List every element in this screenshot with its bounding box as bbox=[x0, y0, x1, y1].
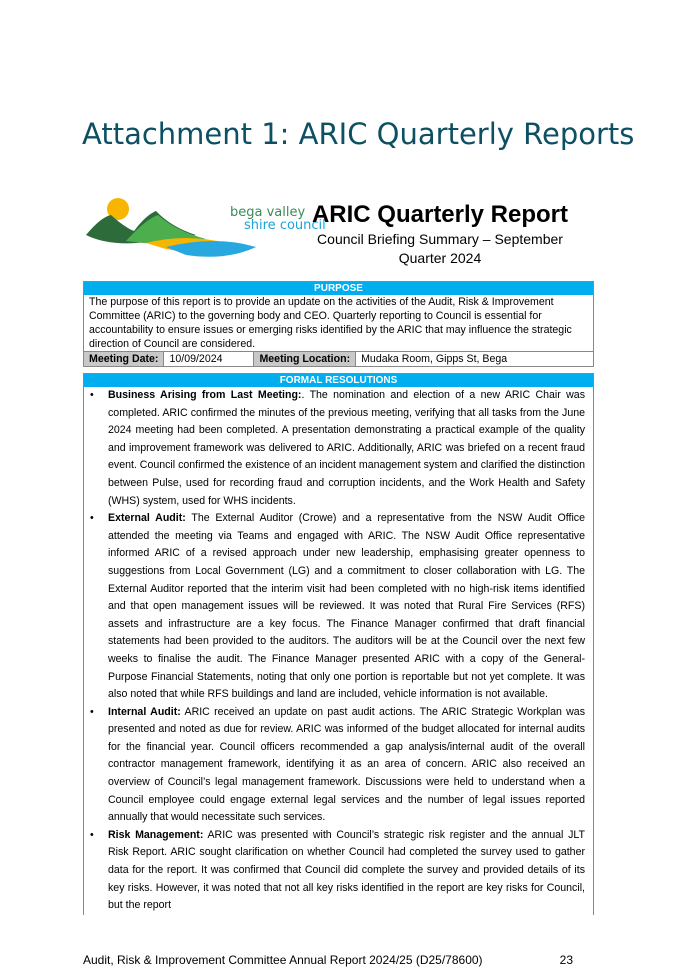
logo-text-line1: bega valley bbox=[230, 205, 306, 220]
item-title: Risk Management: bbox=[108, 828, 204, 841]
purpose-text: The purpose of this report is to provide an update on the activities of the Audit, Risk & Improvement Committee (ARIC) to the governing body and CEO. Quarterly reporting to Council is essential for accountability to ensure issues or emerging risks identified by the ARIC that may influence the strategic direction of Council are considered. bbox=[84, 295, 593, 352]
meeting-date-label: Meeting Date: bbox=[84, 352, 164, 366]
logo-text-line2: shire council bbox=[244, 218, 326, 233]
formal-resolutions-section bbox=[83, 373, 594, 915]
bullet-icon: • bbox=[90, 828, 94, 841]
meeting-location-label: Meeting Location: bbox=[254, 352, 356, 366]
purpose-section bbox=[83, 281, 594, 367]
formal-resolutions-header: FORMAL RESOLUTIONS bbox=[84, 374, 593, 387]
main-flow bbox=[83, 373, 594, 968]
meeting-details bbox=[84, 352, 593, 366]
item-text: ARIC received an update on past audit actions. The ARIC Strategic Workplan was presented and noted as due for review. ARIC was informed of the budget allocated for internal audits for the financial year. Council officers recommended a gap analysis/internal audit of the overall contractor management framework, identifying it as an area of concern. ARIC also received an overview of Council’s legal management framework. Discussions were held to understand when a Council employee could engage external legal services and the number of legal issues reported annually that would necessitate such services. bbox=[108, 705, 586, 824]
purpose-header: PURPOSE bbox=[84, 282, 593, 295]
list-item bbox=[84, 827, 585, 915]
bullet-icon: • bbox=[90, 389, 94, 401]
item-title: External Audit: bbox=[108, 512, 186, 525]
footer-text: Audit, Risk & Improvement Committee Annual Report 2024/25 (D25/78600) bbox=[83, 952, 483, 967]
list-item bbox=[84, 704, 585, 827]
page-number: 23 bbox=[559, 952, 573, 967]
item-title: Internal Audit: bbox=[108, 705, 181, 718]
report-header bbox=[295, 200, 585, 268]
list-item bbox=[84, 510, 585, 704]
council-logo bbox=[86, 197, 326, 261]
item-text: . The nomination and election of a new ARIC Chair was completed. ARIC confirmed the minutes of the previous meeting, verifying that all tasks from the June 2024 meeting had been completed. A presentation demonstrating a practical example of the quality and improvement framework was delivered to ARIC. Additionally, ARIC was briefed on a recent fraud event. Council confirmed the existence of an incident management system and clarified the distinction between Pulse, used for recording fraud and corruption incidents, and the Work Health and Safety (WHS) system, used for WHS incidents. bbox=[108, 389, 585, 507]
attachment-title: Attachment 1: ARIC Quarterly Reports bbox=[82, 117, 635, 151]
report-title: ARIC Quarterly Report bbox=[311, 201, 569, 228]
page-footer bbox=[83, 953, 573, 968]
report-subtitle: Council Briefing Summary – September Quarter 2024 bbox=[317, 231, 563, 266]
list-item bbox=[84, 387, 585, 510]
bullet-icon: • bbox=[90, 705, 94, 718]
meeting-location: Mudaka Room, Gipps St, Bega bbox=[361, 353, 508, 365]
item-text: ARIC was presented with Council’s strategic risk register and the annual JLT Risk Report. ARIC sought clarification on whether Council had completed the survey used to gather data for the report. It was confirmed that Council did complete the survey and provided details of its key risks. However, it was noted that not all key risks identified in the report are key risks for Council, but the report bbox=[108, 828, 585, 912]
item-text: The External Auditor (Crowe) and a representative from the NSW Audit Office attended the meeting via Teams and engaged with ARIC. The NSW Audit Office representative informed ARIC of a revised approach under new leadership, emphasising greater openness to suggestions from Local Government (LG) and a commitment to closer collaboration with LG. The External Auditor reported that the interim visit had been completed with no high-risk items identified and that open management issues will be reviewed. It was noted that Rural Fire Services (RFS) assets and infrastructure are a key focus. The Finance Manager confirmed that draft financial statements had been provided to the auditors. The auditors will be at the Council over the next few weeks to finalise the audit. The Finance Manager presented ARIC with a copy of the General-Purpose Financial Statements, noting that only one portion is reportable but not yet complete. It was also noted that while RFS buildings and land are included, vehicle information is not available. bbox=[108, 512, 585, 701]
bullet-icon: • bbox=[90, 512, 94, 525]
item-title: Business Arising from Last Meeting: bbox=[108, 389, 302, 401]
meeting-date: 10/09/2024 bbox=[164, 352, 254, 366]
resolutions-list bbox=[84, 387, 593, 915]
